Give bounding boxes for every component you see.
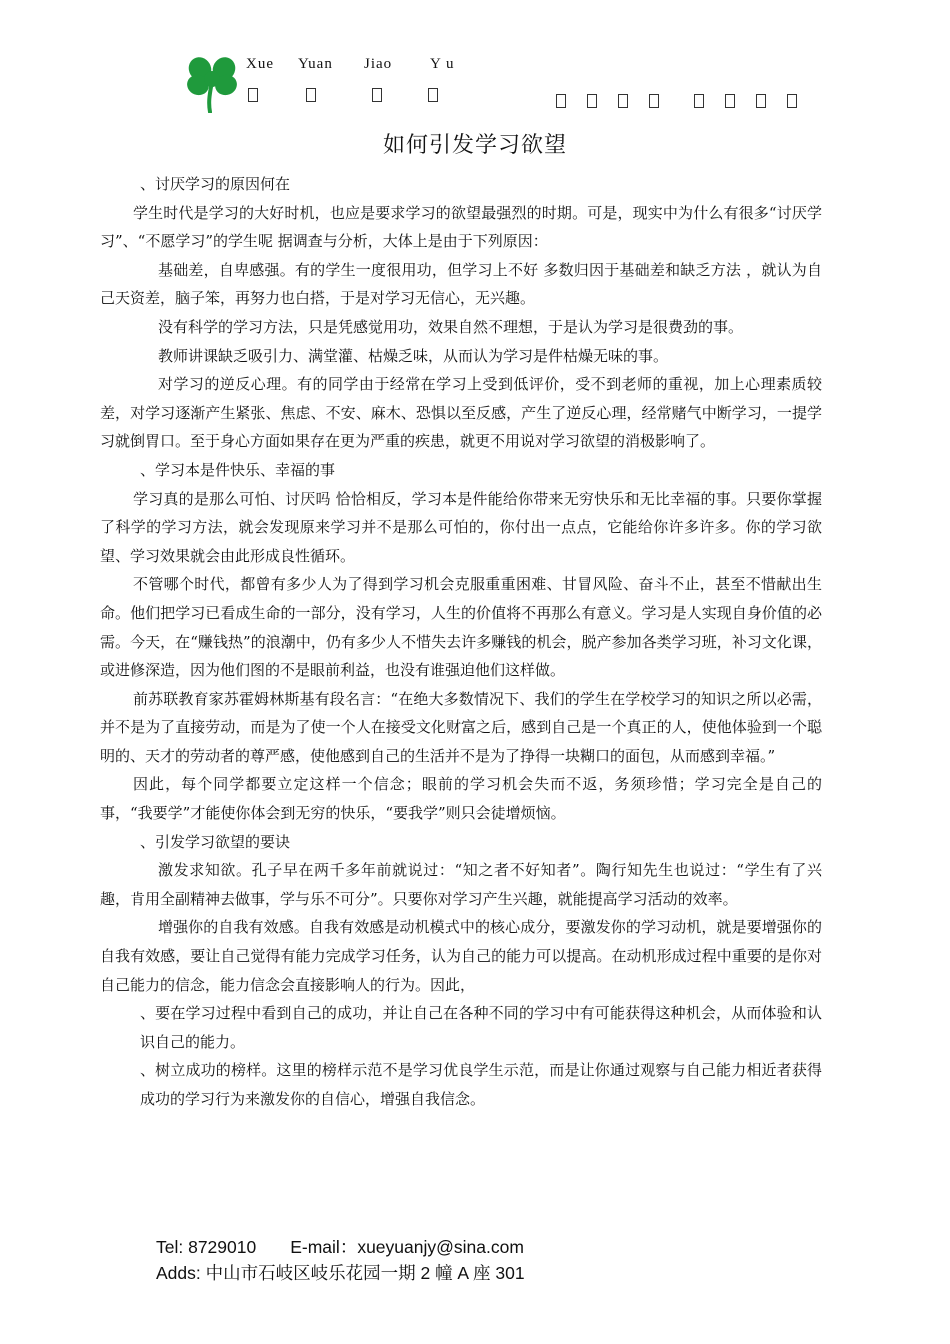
paragraph: 对学习的逆反心理。有的同学由于经常在学习上受到低评价，受不到老师的重视，加上心理素质较差，对学习逐渐产生紧张、焦虑、不安、麻木、恐惧以至反感，产生了逆反心理，经常赌气中断学习，一提学习就倒胃口。至于身心方面如果存在更为严重的疾患，就更不用说对学习欲望的消极影响了。 — [100, 375, 822, 451]
brand-glyph-placeholders — [246, 88, 446, 106]
document-body — [100, 170, 822, 1114]
section-heading: 、讨厌学习的原因何在 — [140, 175, 291, 193]
missing-glyph-box — [556, 94, 566, 108]
paragraph: 激发求知欲。孔子早在两千多年前就说过：“知之者不好知者”。陶行知先生也说过：“学生有了兴趣，肯用全副精神去做事，学与乐不可分”。只要你对学习产生兴趣，就能提高学习活动的效率。 — [100, 861, 822, 908]
brand-syllable: Y u — [430, 56, 455, 72]
brand-syllable: Jiao — [364, 56, 393, 72]
paragraph: 、树立成功的榜样。这里的榜样示范不是学习优良学生示范，而是让你通过观察与自己能力相近者获得成功的学习行为来激发你的自信心，增强自我信念。 — [140, 1061, 822, 1108]
missing-glyph-box — [756, 94, 766, 108]
footer-email: E-mail：xueyuanjy@sina.com — [290, 1237, 524, 1257]
paragraph: 因此，每个同学都要立定这样一个信念；眼前的学习机会失而不返，务须珍惜；学习完全是自己的事，“我要学”才能使你体会到无穷的快乐，“要我学”则只会徒增烦恼。 — [100, 775, 822, 823]
missing-glyph-box — [248, 88, 258, 102]
clover-icon — [186, 55, 238, 113]
missing-glyph-box — [649, 94, 659, 108]
paragraph: 、要在学习过程中看到自己的成功，并让自己在各种不同的学习中有可能获得这种机会，从而体验和认识自己的能力。 — [140, 1004, 822, 1051]
section-heading: 、引发学习欲望的要诀 — [140, 832, 291, 851]
paragraph: 教师讲课缺乏吸引力、满堂灌、枯燥乏味，从而认为学习是件枯燥无味的事。 — [158, 346, 669, 365]
paragraph: 不管哪个时代，都曾有多少人为了得到学习机会克服重重困难、甘冒风险、奋斗不止，甚至不惜献出生命。他们把学习已看成生命的一部分，没有学习，人生的价值将不再那么有意义。学习是人实现自身价值的必需。今天，在“赚钱热”的浪潮中，仍有多少人不惜失去许多赚钱的机会，脱产参加各类学习班，补习文化课，或进修深造，因为他们图的不是眼前利益，也没有谁强迫他们这样做。 — [100, 575, 822, 680]
missing-glyph-box — [694, 94, 704, 108]
missing-glyph-box — [587, 94, 597, 108]
header-glyph-placeholders — [556, 94, 796, 110]
paragraph: 没有科学的学习方法，只是凭感觉用功，效果自然不理想，于是认为学习是很费劲的事。 — [158, 317, 744, 336]
missing-glyph-box — [725, 94, 735, 108]
footer-address: Adds: 中山市石岐区岐乐花园一期 2 幢 A 座 301 — [156, 1263, 525, 1283]
brand-syllable: Xue — [246, 56, 274, 72]
missing-glyph-box — [372, 88, 382, 102]
paragraph: 前苏联教育家苏霍姆林斯基有段名言：“在绝大多数情况下、我们的学生在学校学习的知识之所以必需，并不是为了直接劳动，而是为了使一个人在接受文化财富之后，感到自己是一个真正的人，使他体验到一个聪明的、天才的劳动者的尊严感，使他感到自己的生活并不是为了挣得一块糊口的面包，从而感到幸福。” — [100, 689, 822, 765]
footer-tel: Tel: 8729010 — [156, 1237, 257, 1257]
missing-glyph-box — [428, 88, 438, 102]
contact-footer — [156, 1234, 525, 1286]
missing-glyph-box — [787, 94, 797, 108]
missing-glyph-box — [618, 94, 628, 108]
section-heading: 、学习本是件快乐、幸福的事 — [140, 460, 336, 479]
paragraph: 学生时代是学习的大好时机，也应是要求学习的欲望最强烈的时期。可是，现实中为什么有很多“讨厌学习”、“不愿学习”的学生呢 据调查与分析，大体上是由于下列原因： — [100, 203, 822, 251]
brand-syllable: Yuan — [298, 56, 333, 72]
document-title: 如何引发学习欲望 — [382, 133, 567, 158]
paragraph: 基础差，自卑感强。有的学生一度很用功，但学习上不好 多数归因于基础差和缺乏方法 ，就认为自己天资差，脑子笨，再努力也白搭，于是对学习无信心，无兴趣。 — [100, 260, 822, 308]
paragraph: 增强你的自我有效感。自我有效感是动机模式中的核心成分，要激发你的学习动机，就是要增强你的自我有效感，要让自己觉得有能力完成学习任务，认为自己的能力可以提高。在动机形成过程中重要的是你对自己能力的信念，能力信念会直接影响人的行为。因此， — [100, 918, 822, 994]
paragraph: 学习真的是那么可怕、讨厌吗 恰恰相反，学习本是件能给你带来无穷快乐和无比幸福的事。只要你掌握了科学的学习方法，就会发现原来学习并不是那么可怕的，你付出一点点，它能给你许多许多。你的学习欲望、学习效果就会由此形成良性循环。 — [100, 489, 822, 565]
missing-glyph-box — [306, 88, 316, 102]
